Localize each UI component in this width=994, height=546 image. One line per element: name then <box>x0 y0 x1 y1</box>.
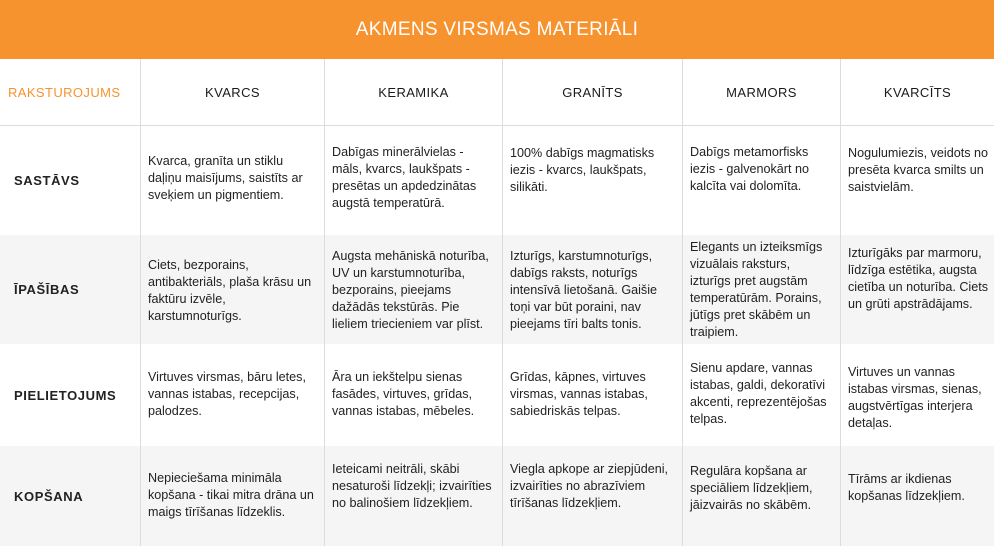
table-row <box>0 126 994 235</box>
cell-text: Ciets, bezporains, antibakteriāls, plaša krāsu un faktūru izvēle, karstumnoturīgs. <box>148 258 312 323</box>
table-row <box>0 344 994 446</box>
cell-text: Nogulumiezis, veidots no presēta kvarca smilts un saistvielām. <box>848 146 989 194</box>
cell-text: Izturīgāks par marmoru, līdzīga estētika, augsta cietība un noturība. Ciets un grūti apstrādājams. <box>848 246 989 311</box>
table-cell <box>683 126 841 235</box>
table-cell <box>683 344 841 446</box>
table-row <box>0 446 994 546</box>
row-label-pielietojums: PIELIETOJUMS <box>0 344 141 446</box>
cell-text: Regulāra kopšana ar speciāliem līdzekļiem, jāizvairās no skābēm. <box>690 464 813 512</box>
cell-text: Dabīgas minerālvielas - māls, kvarcs, laukšpats - presētas un apdedzinātas augstā temperatūrā. <box>332 145 477 210</box>
table-cell <box>841 446 994 546</box>
table-cell <box>141 344 325 446</box>
column-header-marmors: MARMORS <box>683 59 841 125</box>
row-label-ipasibas: ĪPAŠĪBAS <box>0 235 141 344</box>
table-cell <box>841 235 994 344</box>
cell-text: 100% dabīgs magmatisks iezis - kvarcs, laukšpats, silikāti. <box>510 146 655 194</box>
cell-text: Elegants un izteiksmīgs vizuālais raksturs, izturīgs pret augstām temperatūrām. Porains, jūtīgs pret skābēm un traipiem. <box>690 240 823 339</box>
cell-text: Dabīgs metamorfisks iezis - galvenokārt no kalcīta vai dolomīta. <box>690 145 810 193</box>
table-cell <box>325 344 503 446</box>
row-label-sastavs: SASTĀVS <box>0 126 141 235</box>
row-label-kopsana: KOPŠANA <box>0 446 141 546</box>
table-row <box>0 235 994 344</box>
table-cell <box>683 446 841 546</box>
cell-text: Ieteicami neitrāli, skābi nesaturoši līdzekļi; izvairīties no balinošiem līdzekļiem. <box>332 462 492 510</box>
table-cell <box>503 126 683 235</box>
cell-text: Sienu apdare, vannas istabas, galdi, dekoratīvi akcenti, reprezentējošas telpas. <box>690 361 827 426</box>
table-cell <box>841 126 994 235</box>
cell-text: Viegla apkope ar ziepjūdeni, izvairīties no abrazīviem tīrīšanas līdzekļiem. <box>510 462 669 510</box>
table-cell <box>503 235 683 344</box>
cell-text: Grīdas, kāpnes, virtuves virsmas, vannas istabas, sabiedriskās telpas. <box>510 370 648 418</box>
table-cell <box>325 446 503 546</box>
table-cell <box>325 235 503 344</box>
cell-text: Virtuves virsmas, bāru letes, vannas istabas, recepcijas, palodzes. <box>148 370 306 418</box>
cell-text: Kvarca, granīta un stiklu daļiņu maisījums, saistīts ar sveķiem un pigmentiem. <box>148 154 303 202</box>
table-cell <box>841 344 994 446</box>
cell-text: Āra un iekštelpu sienas fasādes, virtuves, grīdas, vannas istabas, mēbeles. <box>332 370 475 418</box>
cell-text: Nepieciešama minimāla kopšana - tikai mitra drāna un maigs tīrīšanas līdzeklis. <box>148 471 314 519</box>
column-header-granits: GRANĪTS <box>503 59 683 125</box>
table-cell <box>141 126 325 235</box>
table-cell <box>141 446 325 546</box>
cell-text: Augsta mehāniskā noturība, UV un karstumnoturība, bezporains, pieejams dažādās tekstūrās. Pie lieliem triecieniem var plīst. <box>332 249 489 331</box>
cell-text: Tīrāms ar ikdienas kopšanas līdzekļiem. <box>848 472 965 503</box>
table-cell <box>503 446 683 546</box>
table-header-row <box>0 59 994 125</box>
cell-text: Virtuves un vannas istabas virsmas, sienas, augstvērtīgas interjera detaļas. <box>848 365 982 430</box>
column-header-keramika: KERAMIKA <box>325 59 503 125</box>
cell-text: Izturīgs, karstumnoturīgs, dabīgs raksts, noturīgs intensīvā lietošanā. Gaišie toņi var būt poraini, nav pieejams tīri balts tonis. <box>510 249 658 331</box>
table-cell <box>325 126 503 235</box>
table-cell <box>503 344 683 446</box>
table-cell <box>141 235 325 344</box>
column-header-kvarcs: KVARCS <box>141 59 325 125</box>
table-cell <box>683 235 841 344</box>
column-header-kvarcits: KVARCĪTS <box>883 84 952 100</box>
table-title: AKMENS VIRSMAS MATERIĀLI <box>0 0 994 59</box>
header-label: RAKSTUROJUMS <box>0 59 141 125</box>
